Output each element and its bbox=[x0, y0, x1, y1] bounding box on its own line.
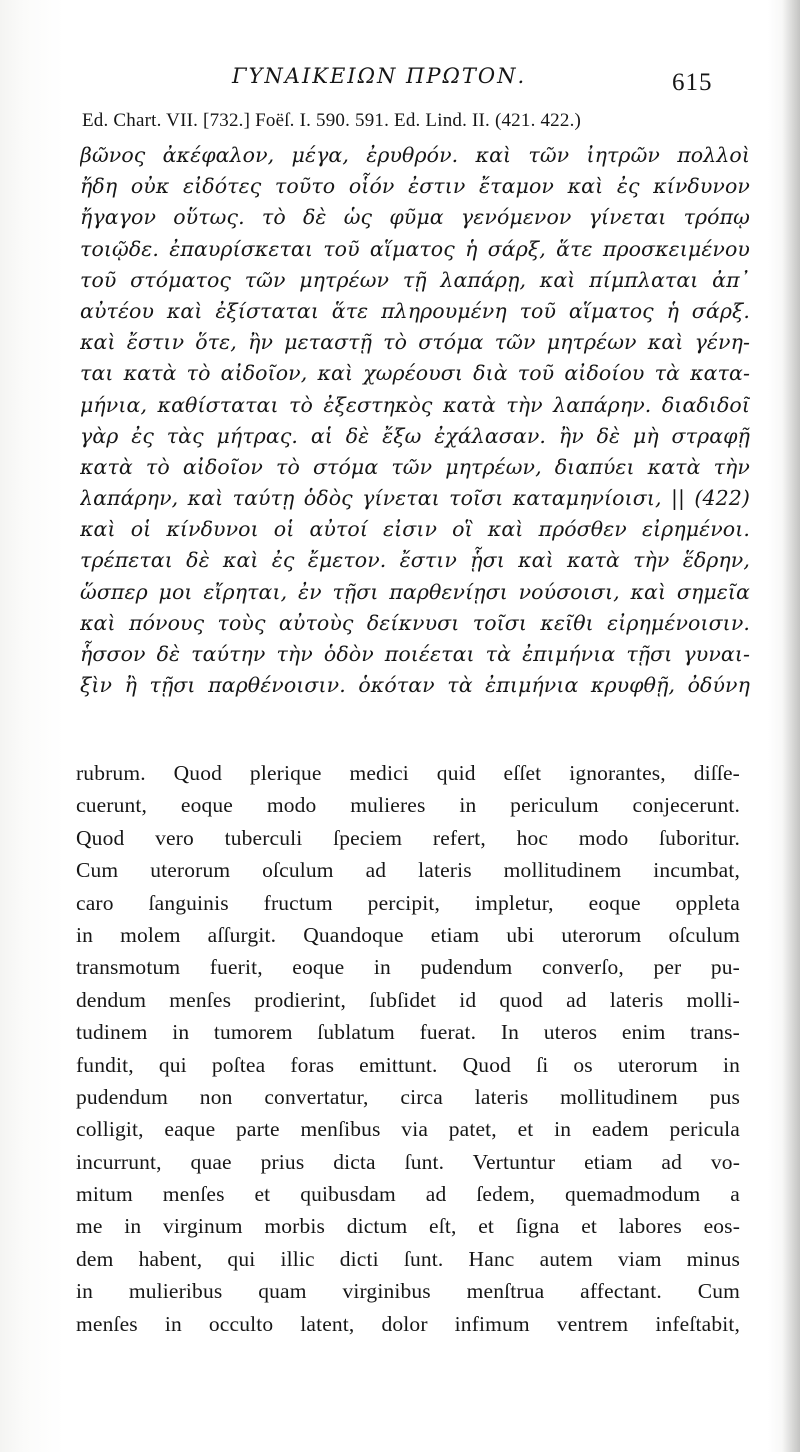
greek-line: λαπάρην, καὶ ταύτῃ ὁδὸς γίνεται τοῖσι καταμηνίοισι, || (422) bbox=[80, 486, 750, 511]
latin-line: dem habent, qui illic dicti ſunt. Hanc autem viam minus bbox=[76, 1246, 740, 1271]
latin-line: Cum uterorum oſculum ad lateris mollitudinem incumbat, bbox=[76, 858, 740, 883]
latin-line: tudinem in tumorem ſublatum fuerat. In uteros enim trans- bbox=[76, 1020, 740, 1045]
latin-line: dendum menſes prodierint, ſubſidet id quod ad lateris molli- bbox=[76, 987, 740, 1012]
greek-line: γὰρ ἐς τὰς μήτρας. αἱ δὲ ἔξω ἐχάλασαν. ἢν δὲ μὴ στραφῇ bbox=[80, 423, 750, 448]
latin-line: cuerunt, eoque modo mulieres in periculum conjecerunt. bbox=[76, 793, 740, 818]
latin-line: mitum menſes et quibusdam ad ſedem, quemadmodum a bbox=[76, 1182, 740, 1207]
greek-line: ἤγαγον οὕτως. τὸ δὲ ὡς φῦμα γενόμενον γίνεται τρόπῳ bbox=[80, 205, 750, 230]
latin-line: transmotum fuerit, eoque in pudendum converſo, per pu- bbox=[76, 955, 740, 980]
latin-line: pudendum non convertatur, circa lateris mollitudinem pus bbox=[76, 1084, 740, 1109]
greek-line: τοιῷδε. ἐπαυρίσκεται τοῦ αἵματος ἡ σάρξ, ἅτε προσκειμένου bbox=[80, 236, 750, 261]
running-head bbox=[0, 62, 800, 102]
greek-line: αὐτέου καὶ ἐξίσταται ἅτε πληρουμένη τοῦ αἵματος ἡ σάρξ. bbox=[80, 298, 750, 323]
latin-line: menſes in occulto latent, dolor infimum ventrem infeſtabit, bbox=[76, 1311, 740, 1336]
greek-line: ται κατὰ τὸ αἰδοῖον, καὶ χωρέουσι διὰ τοῦ αἰδοίου τὰ κατα- bbox=[80, 361, 750, 386]
edition-reference-line: Ed. Chart. VII. [732.] Foëſ. I. 590. 591. Ed. Lind. II. (421. 422.) bbox=[82, 110, 582, 131]
latin-line: in mulieribus quam virginibus menſtrua affectant. Cum bbox=[76, 1279, 740, 1304]
greek-line: τοῦ στόματος τῶν μητρέων τῇ λαπάρῃ, καὶ πίμπλαται ἀπ᾿ bbox=[80, 267, 750, 292]
greek-line: ἧσσον δὲ ταύτην τὴν ὁδὸν ποιέεται τὰ ἐπιμήνια τῇσι γυναι- bbox=[80, 642, 750, 666]
latin-line: me in virginum morbis dictum eſt, et ſigna et labores eos- bbox=[76, 1214, 740, 1239]
greek-line: τρέπεται δὲ καὶ ἐς ἔμετον. ἔστιν ᾗσι καὶ κατὰ τὴν ἕδρην, bbox=[80, 548, 750, 573]
greek-line: καὶ ἔστιν ὅτε, ἢν μεταστῇ τὸ στόμα τῶν μητρέων καὶ γένη- bbox=[80, 330, 750, 355]
latin-line: Quod vero tuberculi ſpeciem refert, hoc modo ſuboritur. bbox=[76, 825, 740, 850]
greek-line: ὥσπερ μοι εἴρηται, ἐν τῇσι παρθενίῃσι νούσοισι, καὶ σημεῖα bbox=[80, 579, 750, 604]
latin-text-block bbox=[76, 757, 740, 1340]
greek-line: βῶνος ἀκέφαλον, μέγα, ἐρυθρόν. καὶ τῶν ἰητρῶν πολλοὶ bbox=[80, 143, 750, 167]
greek-line: ἤδη οὐκ εἰδότες τοῦτο οἷόν ἐστιν ἔταμον καὶ ἐς κίνδυνον bbox=[80, 174, 750, 199]
greek-text-block bbox=[80, 140, 750, 701]
page-edge-shadow bbox=[782, 0, 800, 1452]
latin-line: in molem aſſurgit. Quandoque etiam ubi uterorum oſculum bbox=[76, 922, 740, 947]
latin-line: incurrunt, quae prius dicta ſunt. Vertuntur etiam ad vo- bbox=[76, 1149, 740, 1174]
greek-line: κατὰ τὸ αἰδοῖον τὸ στόμα τῶν μητρέων, διαπύει κατὰ τὴν bbox=[80, 454, 750, 479]
greek-line: ξὶν ἢ τῇσι παρθένοισιν. ὁκόταν τὰ ἐπιμήνια κρυφθῇ, ὀδύνη bbox=[80, 673, 750, 698]
latin-line: rubrum. Quod plerique medici quid eſſet ignorantes, diſſe- bbox=[76, 761, 740, 785]
page-number: 615 bbox=[672, 69, 713, 96]
latin-line: fundit, qui poſtea foras emittunt. Quod ſi os uterorum in bbox=[76, 1052, 740, 1077]
greek-line: καὶ πόνους τοὺς αὐτοὺς δείκνυσι τοῖσι κεῖθι εἰρημένοισιν. bbox=[80, 610, 750, 635]
greek-line: καὶ οἱ κίνδυνοι οἱ αὐτοί εἰσιν οἳ καὶ πρόσθεν εἰρημένοι. bbox=[80, 517, 750, 542]
latin-line: caro ſanguinis fructum percipit, impletur, eoque oppleta bbox=[76, 890, 740, 915]
running-title: ΓΥΝΑΙΚΕΙΩΝ ΠΡΩΤΟΝ. bbox=[232, 64, 527, 88]
greek-line: μήνια, καθίσταται τὸ ἐξεστηκὸς κατὰ τὴν λαπάρην. διαδιδοῖ bbox=[80, 392, 750, 417]
latin-line: colligit, eaque parte menſibus via patet, et in eadem pericula bbox=[76, 1117, 740, 1142]
